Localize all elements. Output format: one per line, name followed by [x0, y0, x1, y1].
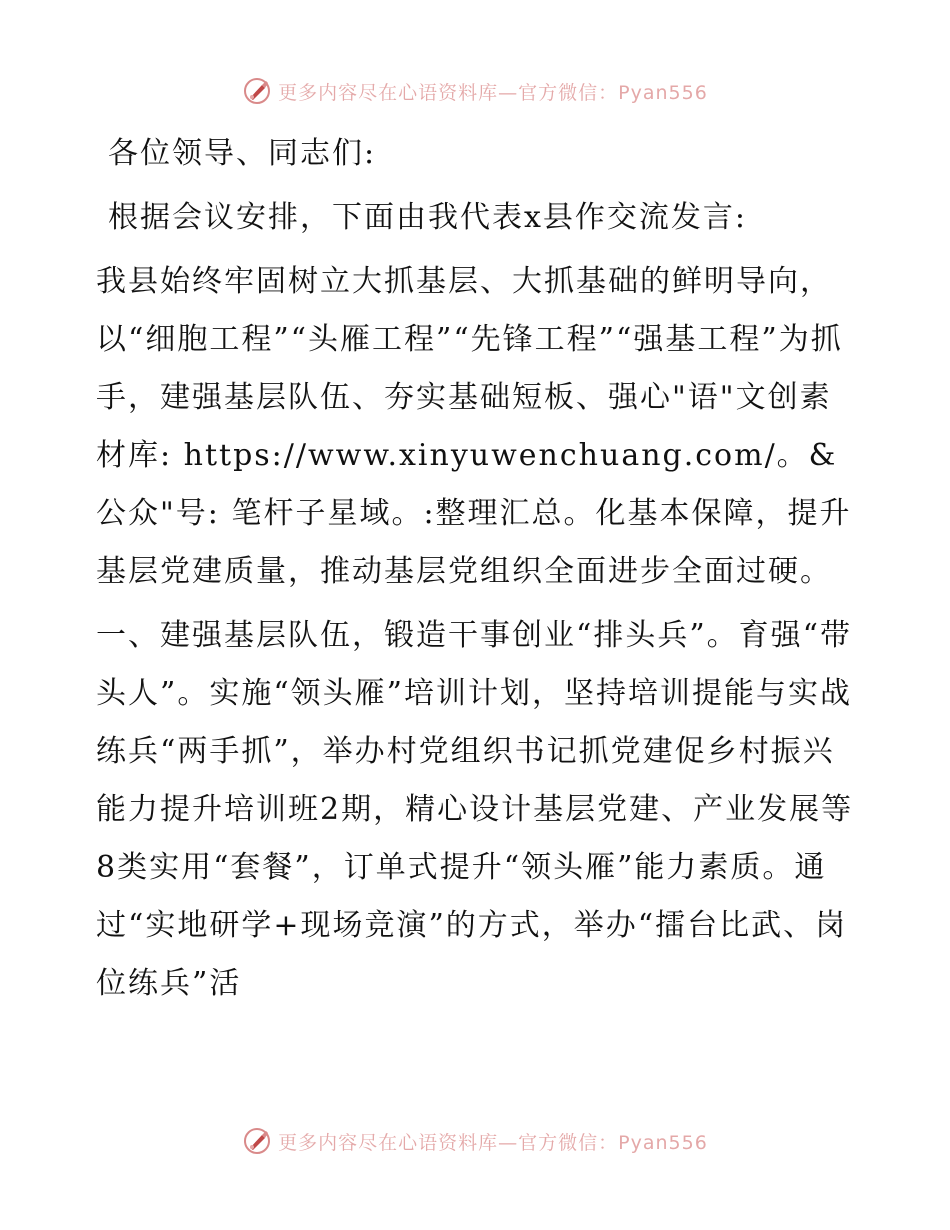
- watermark-text: [278, 78, 708, 105]
- watermark-header: [0, 74, 950, 108]
- watermark-footer: [0, 1124, 950, 1158]
- quill-logo-icon: [242, 1126, 272, 1156]
- document-body: [96, 125, 856, 1013]
- watermark-label: 更多内容尽在心语资料库—官方微信：: [278, 81, 619, 104]
- greeting-paragraph: 各位领导、同志们:: [108, 136, 377, 171]
- quill-logo-icon: [242, 76, 272, 106]
- watermark-text: [278, 1128, 708, 1155]
- arrangement-paragraph: 根据会议安排，下面由我代表x县作交流发言:: [108, 200, 748, 235]
- watermark-wechat-id: Pyan556: [618, 81, 708, 104]
- watermark-label: 更多内容尽在心语资料库—官方微信：: [278, 1131, 619, 1154]
- intro-paragraph: 我县始终牢固树立大抓基层、大抓基础的鲜明导向，以“细胞工程”“头雁工程”“先锋工程”“强基工程”为抓手，建强基层队伍、夯实基础短板、强心"语"文创素材库: https://www.xinyuwenchuang.com/。&公众"号: 笔杆子星域。:整理汇总。化基本保障，提升基层党建质量，推动基层党组织全面进步全面过硬。: [96, 264, 852, 589]
- section-one-paragraph: 一、建强基层队伍，锻造干事创业“排头兵”。育强“带头人”。实施“领头雁”培训计划，坚持培训提能与实战练兵“两手抓”，举办村党组织书记抓党建促乡村振兴能力提升培训班2期，精心设计基层党建、产业发展等8类实用“套餐”，订单式提升“领头雁”能力素质。通过“实地研学+现场竞演”的方式，举办“擂台比武、岗位练兵”活: [96, 618, 854, 1001]
- watermark-wechat-id: Pyan556: [618, 1131, 708, 1154]
